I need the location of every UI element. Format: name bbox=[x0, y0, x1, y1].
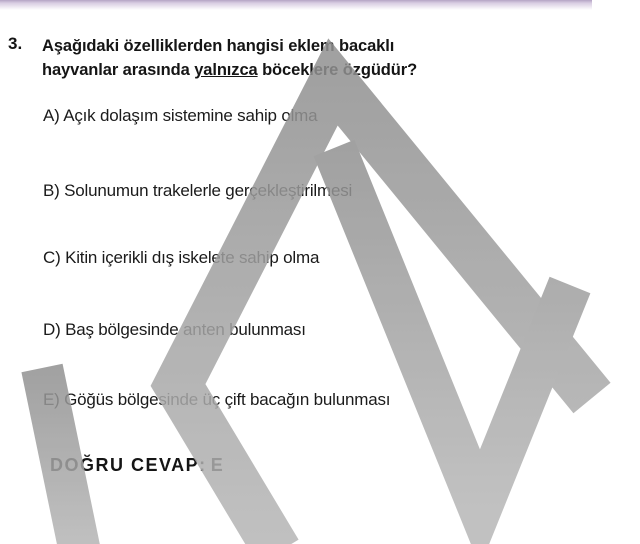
option-d bbox=[43, 320, 306, 340]
question-line-1: Aşağıdaki özelliklerden hangisi eklem bacaklı bbox=[42, 37, 395, 55]
option-e-text: Göğüs bölgesinde üç çift bacağın bulunması bbox=[64, 390, 391, 409]
option-c-text: Kitin içerikli dış iskelete sahip olma bbox=[65, 248, 320, 267]
option-a bbox=[43, 106, 317, 126]
option-c-label: C) bbox=[43, 248, 61, 267]
underlined-word: yalnızca bbox=[194, 61, 258, 79]
question-number: 3. bbox=[8, 34, 23, 53]
page-top-edge bbox=[0, 0, 592, 10]
option-e-label: E) bbox=[43, 390, 60, 409]
question-line-2: hayvanlar arasında yalnızca böceklere özgüdür? bbox=[42, 61, 418, 79]
option-d-text: Baş bölgesinde anten bulunması bbox=[65, 320, 306, 339]
option-a-text: Açık dolaşım sistemine sahip olma bbox=[63, 106, 318, 125]
correct-answer-value: E bbox=[210, 455, 225, 475]
option-c bbox=[43, 248, 319, 268]
question-text bbox=[42, 34, 512, 82]
option-e bbox=[43, 390, 390, 410]
option-b bbox=[43, 181, 352, 201]
correct-answer-label: DOĞRU CEVAP: bbox=[50, 455, 207, 475]
correct-answer-line bbox=[50, 455, 224, 476]
option-a-label: A) bbox=[43, 106, 60, 125]
option-b-label: B) bbox=[43, 181, 60, 200]
option-d-label: D) bbox=[43, 320, 61, 339]
option-b-text: Solunumun trakelerle gerçekleştirilmesi bbox=[64, 181, 353, 200]
